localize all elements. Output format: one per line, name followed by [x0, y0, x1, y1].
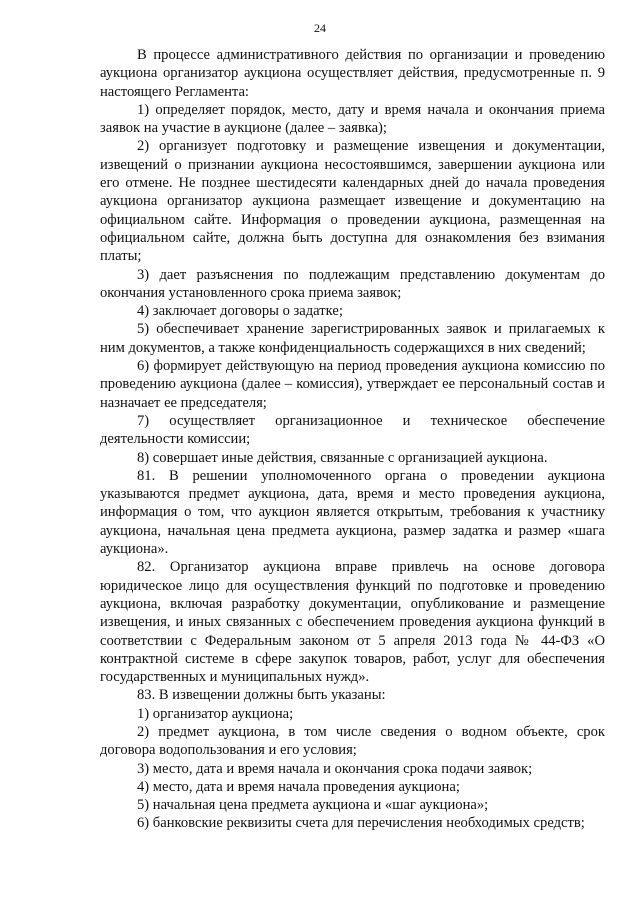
- list-item-5: 5) обеспечивает хранение зарегистрированных заявок и прилагаемых к ним документов, а также конфиденциальность содержащихся в них сведений;: [100, 321, 605, 356]
- list-item-4: 4) заключает договоры о задатке;: [137, 303, 343, 320]
- clause-83-item-5: 5) начальная цена предмета аукциона и «шаг аукциона»;: [137, 797, 489, 814]
- list-item-1: 1) определяет порядок, место, дату и время начала и окончания приема заявок на участие в аукционе (далее – заявка);: [100, 101, 605, 137]
- clause-83-item-4: 4) место, дата и время начала проведения аукциона;: [137, 778, 460, 795]
- list-item-3: 3) дает разъяснения по подлежащим представлению документам до окончания установленного срока приема заявок;: [100, 266, 605, 301]
- list-item-8: 8) совершает иные действия, связанные с организацией аукциона.: [137, 449, 548, 466]
- paragraph-intro: В процессе административного действия по организации и проведению аукциона организатор аукциона осуществляет действия, предусмотренные п. 9 настоящего Регламента:: [100, 47, 605, 100]
- clause-82: 82. Организатор аукциона вправе привлечь на основе договора юридическое лицо для осуществления функций по подготовке и проведению аукциона, включая разработку документации, опубликование и размещение извещения, и иных связанных с обеспечением проведения аукциона функций в соответствии с Федеральным законом от 5 апреля 2013 года № 44-ФЗ «О контрактной системе в сфере закупок товаров, работ, услуг для обеспечения государственных и муниципальных нужд».: [100, 559, 605, 686]
- clause-83: 83. В извещении должны быть указаны:: [137, 687, 386, 704]
- clause-83-item-6: 6) банковские реквизиты счета для перечисления необходимых средств;: [137, 815, 585, 832]
- list-item-7: 7) осуществляет организационное и техническое обеспечение деятельности комиссии;: [100, 412, 605, 448]
- clause-83-item-2: 2) предмет аукциона, в том числе сведения о водном объекте, срок договора водопользования и его условия;: [100, 723, 605, 759]
- list-item-6: 6) формирует действующую на период проведения аукциона комиссию по проведению аукциона (далее – комиссия), утверждает ее персональный состав и назначает ее председателя;: [100, 358, 605, 411]
- clause-83-item-3: 3) место, дата и время начала и окончания срока подачи заявок;: [137, 760, 533, 777]
- document-body: [100, 46, 605, 833]
- list-item-2: 2) организует подготовку и размещение извещения и документации, извещений о признании аукциона несостоявшимся, завершении аукциона или его отмене. Не позднее шестидесяти календарных дней до начала проведения аукциона организатор аукциона размещает извещение и документацию на официальном сайте. Информация о проведении аукциона, размещенная на официальном сайте, должна быть доступна для ознакомления без взимания платы;: [100, 138, 605, 265]
- page-number: 24: [314, 21, 326, 35]
- clause-81: 81. В решении уполномоченного органа о проведении аукциона указываются предмет аукциона, дата, время и место проведения аукциона, информация о том, что аукцион является открытым, требования к участнику аукциона, начальная цена предмета аукциона, размер задатка и размер «шага аукциона».: [100, 467, 605, 558]
- clause-83-item-1: 1) организатор аукциона;: [137, 705, 294, 722]
